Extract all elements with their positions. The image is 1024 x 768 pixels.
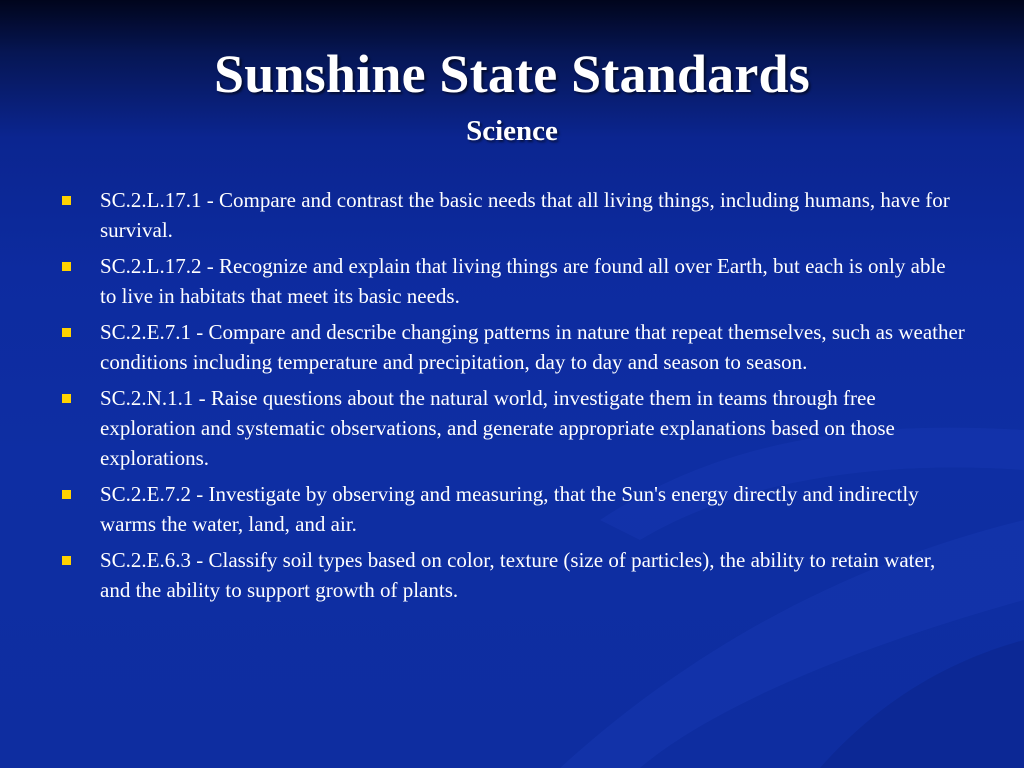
slide-title: Sunshine State Standards xyxy=(213,44,810,104)
square-bullet-icon xyxy=(62,328,71,337)
slide-subtitle: Science xyxy=(466,115,558,147)
bullet-item-sc-2-e-7-2 xyxy=(62,479,967,539)
bullet-text: SC.2.L.17.2 - Recognize and explain that living things are found all over Earth, but each is only able to live in habitats that meet its basic needs. xyxy=(100,254,946,308)
bullet-item-sc-2-l-17-1 xyxy=(62,185,967,245)
standards-bullet-list xyxy=(62,185,967,611)
square-bullet-icon xyxy=(62,556,71,565)
square-bullet-icon xyxy=(62,394,71,403)
bullet-text: SC.2.E.6.3 - Classify soil types based on color, texture (size of particles), the ability to retain water, and the ability to support growth of plants. xyxy=(100,548,936,602)
square-bullet-icon xyxy=(62,262,71,271)
bullet-text: SC.2.L.17.1 - Compare and contrast the basic needs that all living things, including humans, have for survival. xyxy=(100,188,950,242)
square-bullet-icon xyxy=(62,196,71,205)
bullet-text: SC.2.E.7.2 - Investigate by observing and measuring, that the Sun's energy directly and indirectly warms the water, land, and air. xyxy=(100,482,919,536)
bullet-text: SC.2.E.7.1 - Compare and describe changing patterns in nature that repeat themselves, such as weather conditions including temperature and precipitation, day to day and season to season. xyxy=(100,320,965,374)
bullet-item-sc-2-l-17-2 xyxy=(62,251,967,311)
bullet-item-sc-2-e-7-1 xyxy=(62,317,967,377)
bullet-text: SC.2.N.1.1 - Raise questions about the natural world, investigate them in teams through free exploration and systematic observations, and generate appropriate explanations based on those explorations. xyxy=(100,386,895,470)
bullet-item-sc-2-e-6-3 xyxy=(62,545,967,605)
square-bullet-icon xyxy=(62,490,71,499)
bullet-item-sc-2-n-1-1 xyxy=(62,383,967,473)
